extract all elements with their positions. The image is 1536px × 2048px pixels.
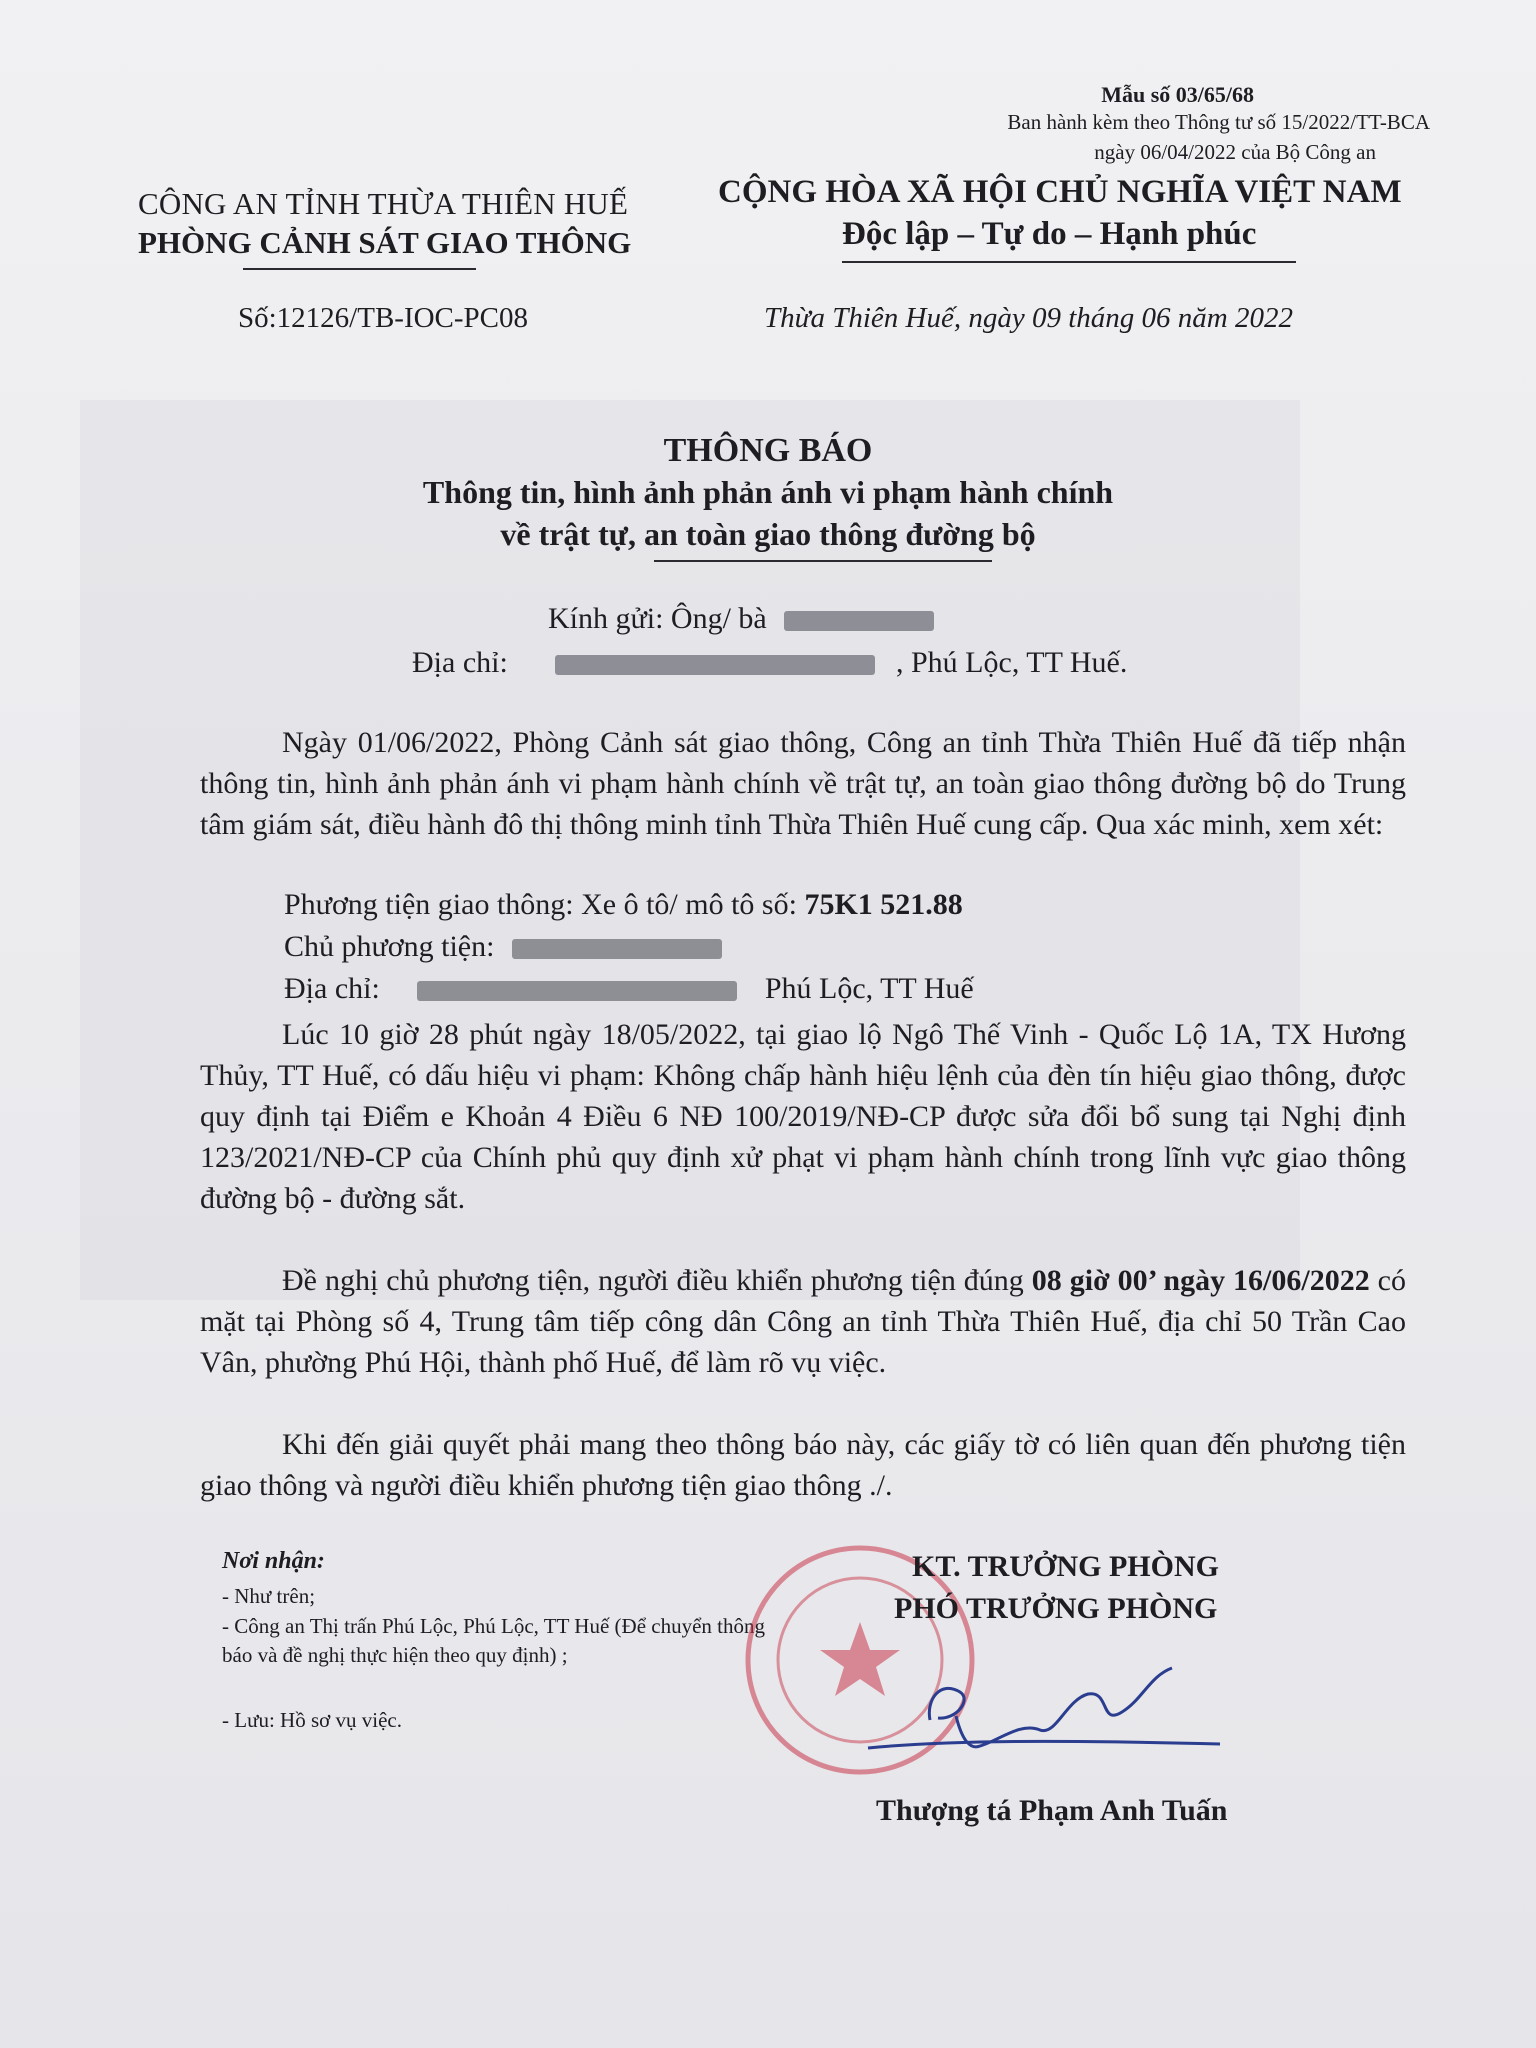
document-subtitle-line1: Thông tin, hình ảnh phản ánh vi phạm hành chính (422, 474, 1114, 510)
para3-text-b: có mặt tại Phòng số 4, Trung tâm tiếp công dân Công an tỉnh Thừa Thiên Huế, địa chỉ 50 Trần Cao Vân, phường Phú Hội, thành phố Huế, để làm rõ vụ việc. (200, 1264, 1406, 1379)
redacted-address (555, 655, 875, 675)
recipient-item-1: - Như trên; (222, 1584, 316, 1608)
document-date: Thừa Thiên Huế, ngày 09 tháng 06 năm 2022 (764, 302, 1293, 334)
recipient-item-3: - Lưu: Hồ sơ vụ việc. (222, 1708, 402, 1732)
owner-label: Chủ phương tiện: (284, 930, 495, 963)
owner-address-label: Địa chỉ: (284, 972, 380, 1005)
vehicle-label: Phương tiện giao thông: Xe ô tô/ mô tô số: (284, 888, 805, 921)
owner-line (284, 930, 722, 964)
owner-address-suffix: Phú Lộc, TT Huế (764, 972, 974, 1005)
recipients-title: Nơi nhận: (222, 1548, 325, 1574)
recipient-item-2: - Công an Thị trấn Phú Lộc, Phú Lộc, TT Huế (Để chuyển thông báo và đề nghị thực hiện theo quy định) ; (222, 1614, 765, 1667)
signature-title-line2: PHÓ TRƯỞNG PHÒNG (894, 1592, 1218, 1625)
motto-underline (842, 261, 1296, 263)
agency-name-line1: CÔNG AN TỈNH THỪA THIÊN HUẾ (138, 186, 629, 221)
handwritten-signature (860, 1660, 1240, 1770)
form-number: Mẫu số 03/65/68 (1101, 82, 1254, 107)
appointment-time: 08 giờ 00’ ngày 16/06/2022 (1031, 1264, 1370, 1297)
para3-text-a: Đề nghị chủ phương tiện, người điều khiển phương tiện đúng (282, 1264, 1032, 1297)
signature-title-line1: KT. TRƯỞNG PHÒNG (912, 1550, 1219, 1583)
document-subtitle-line2: về trật tự, an toàn giao thông đường bộ (500, 516, 1036, 552)
redacted-owner (512, 939, 722, 959)
body-paragraph-2: Lúc 10 giờ 28 phút ngày 18/05/2022, tại giao lộ Ngô Thế Vinh - Quốc Lộ 1A, TX Hương Thủy, TT Huế, có dấu hiệu vi phạm: Không chấp hành hiệu lệnh của đèn tín hiệu giao thông, được quy định tại Điểm e Khoản 4 Điều 6 NĐ 100/2019/NĐ-CP được sửa đổi bổ sung tại Nghị định 123/2021/NĐ-CP của Chính phủ quy định xử phạt vi phạm hành chính trong lĩnh vực giao thông đường bộ - đường sắt. (200, 1018, 1406, 1215)
redacted-name (784, 611, 934, 631)
agency-name-line2: PHÒNG CẢNH SÁT GIAO THÔNG (138, 225, 632, 260)
vehicle-line (284, 888, 963, 922)
body-paragraph-4: Khi đến giải quyết phải mang theo thông báo này, các giấy tờ có liên quan đến phương tiện giao thông và người điều khiển phương tiện giao thông ./. (200, 1428, 1406, 1502)
body-paragraph-3 (200, 1260, 1406, 1383)
signer-name: Thượng tá Phạm Anh Tuấn (876, 1794, 1228, 1827)
address-suffix: , Phú Lộc, TT Huế. (896, 646, 1128, 679)
document-title: THÔNG BÁO (663, 432, 873, 469)
national-title: CỘNG HÒA XÃ HỘI CHỦ NGHĨA VIỆT NAM (718, 174, 1402, 210)
recipient-greeting (548, 602, 934, 636)
greeting-text: Kính gửi: Ông/ bà (548, 602, 767, 635)
form-reference-line1: Ban hành kèm theo Thông tư số 15/2022/TT-BCA (1007, 110, 1430, 134)
recipient-address (412, 646, 875, 680)
redacted-owner-address (417, 981, 737, 1001)
address-label: Địa chỉ: (412, 646, 508, 679)
document-number: Số:12126/TB-IOC-PC08 (238, 302, 529, 334)
national-motto: Độc lập – Tự do – Hạnh phúc (842, 216, 1257, 252)
body-paragraph-1: Ngày 01/06/2022, Phòng Cảnh sát giao thông, Công an tỉnh Thừa Thiên Huế đã tiếp nhận thông tin, hình ảnh phản ánh vi phạm hành chính về trật tự, an toàn giao thông đường bộ do Trung tâm giám sát, điều hành đô thị thông minh tỉnh Thừa Thiên Huế cung cấp. Qua xác minh, xem xét: (200, 726, 1406, 841)
form-reference-line2: ngày 06/04/2022 của Bộ Công an (1094, 140, 1376, 164)
vehicle-plate: 75K1 521.88 (804, 888, 963, 921)
owner-address-line (284, 972, 974, 1006)
agency-underline (243, 268, 476, 270)
subtitle-underline (654, 560, 992, 562)
